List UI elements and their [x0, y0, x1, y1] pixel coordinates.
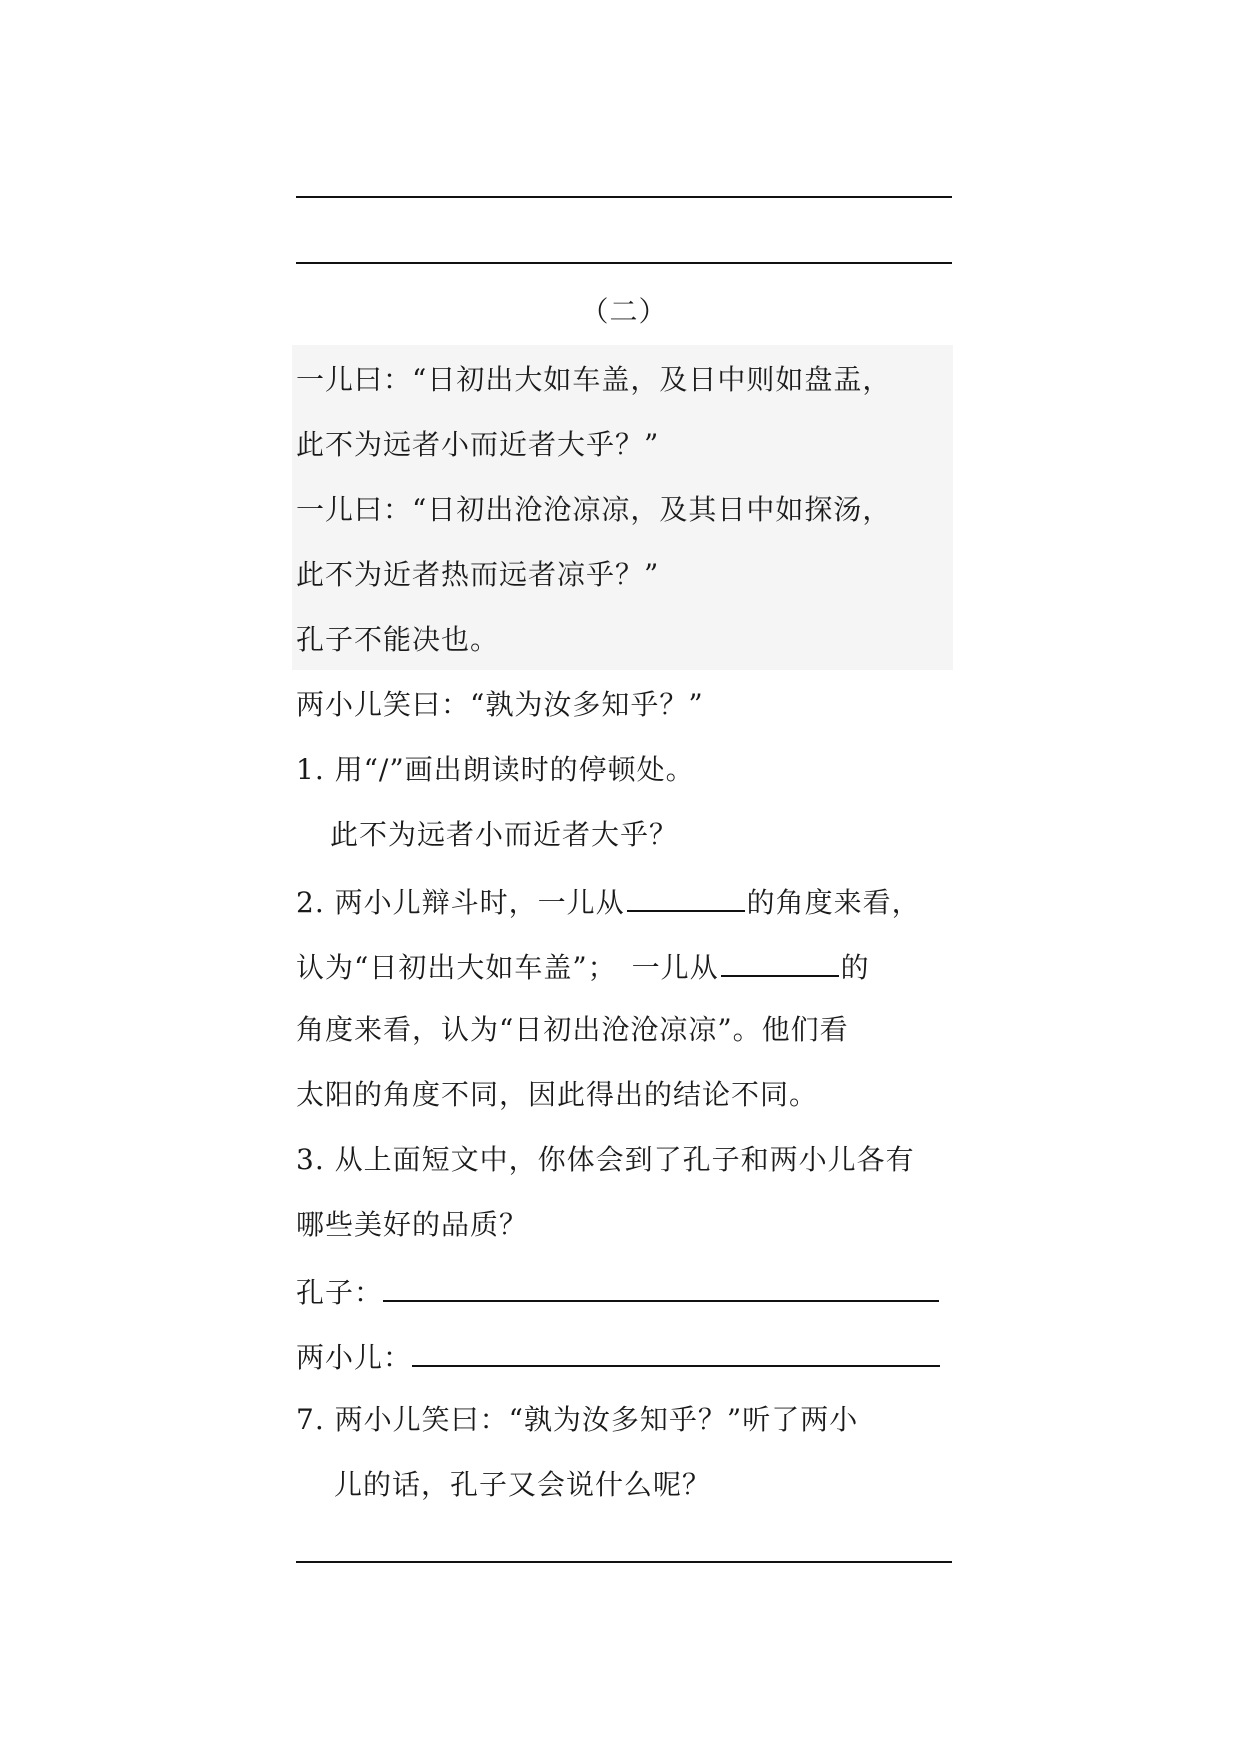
question-1-sentence: 此不为远者小而近者大乎？ — [330, 818, 679, 851]
answer-line-bottom[interactable] — [296, 1561, 952, 1563]
question-3-kongzi-row — [296, 1270, 952, 1313]
section-title: （二） — [580, 295, 668, 328]
children-label: 两小儿： — [296, 1341, 413, 1374]
passage-line-4: 此不为近者热而远者凉乎？” — [296, 558, 660, 591]
question-3-children-row — [296, 1335, 952, 1378]
passage-line-5: 孔子不能决也。 — [296, 623, 500, 656]
question-7-line-2: 儿的话，孔子又会说什么呢？ — [334, 1468, 712, 1501]
question-2-line-1 — [296, 880, 921, 923]
answer-line-top-2[interactable] — [296, 262, 952, 264]
passage-line-6: 两小儿笑曰：“孰为汝多知乎？” — [296, 688, 704, 721]
answer-line-top-1[interactable] — [296, 196, 952, 198]
kongzi-label: 孔子： — [296, 1276, 384, 1309]
passage-line-1: 一儿曰：“日初出大如车盖，及日中则如盘盂， — [296, 363, 892, 396]
children-answer-line[interactable] — [412, 1335, 940, 1367]
question-2-text-c: 认为“日初出大如车盖”； 一儿从 — [296, 951, 719, 984]
passage-line-3: 一儿曰：“日初出沧沧凉凉，及其日中如探汤， — [296, 493, 892, 526]
kongzi-answer-line[interactable] — [383, 1270, 939, 1302]
question-1-prompt: 1. 用“/”画出朗读时的停顿处。 — [296, 753, 695, 786]
question-2-text-d: 的 — [840, 951, 870, 984]
question-3-line-2: 哪些美好的品质？ — [296, 1208, 529, 1241]
question-2-blank-2[interactable] — [721, 945, 839, 977]
question-3-line-1: 3. 从上面短文中，你体会到了孔子和两小儿各有 — [296, 1143, 915, 1176]
question-2-line-2 — [296, 945, 870, 988]
question-2-blank-1[interactable] — [627, 880, 745, 912]
question-2-line-3: 角度来看，认为“日初出沧沧凉凉”。他们看 — [296, 1013, 849, 1046]
question-2-text-a: 2. 两小儿辩斗时，一儿从 — [296, 886, 625, 919]
question-2-line-4: 太阳的角度不同，因此得出的结论不同。 — [296, 1078, 819, 1111]
passage-line-2: 此不为远者小而近者大乎？” — [296, 428, 660, 461]
question-2-text-b: 的角度来看， — [746, 886, 921, 919]
question-7-line-1: 7. 两小儿笑曰：“孰为汝多知乎？”听了两小 — [296, 1403, 859, 1436]
